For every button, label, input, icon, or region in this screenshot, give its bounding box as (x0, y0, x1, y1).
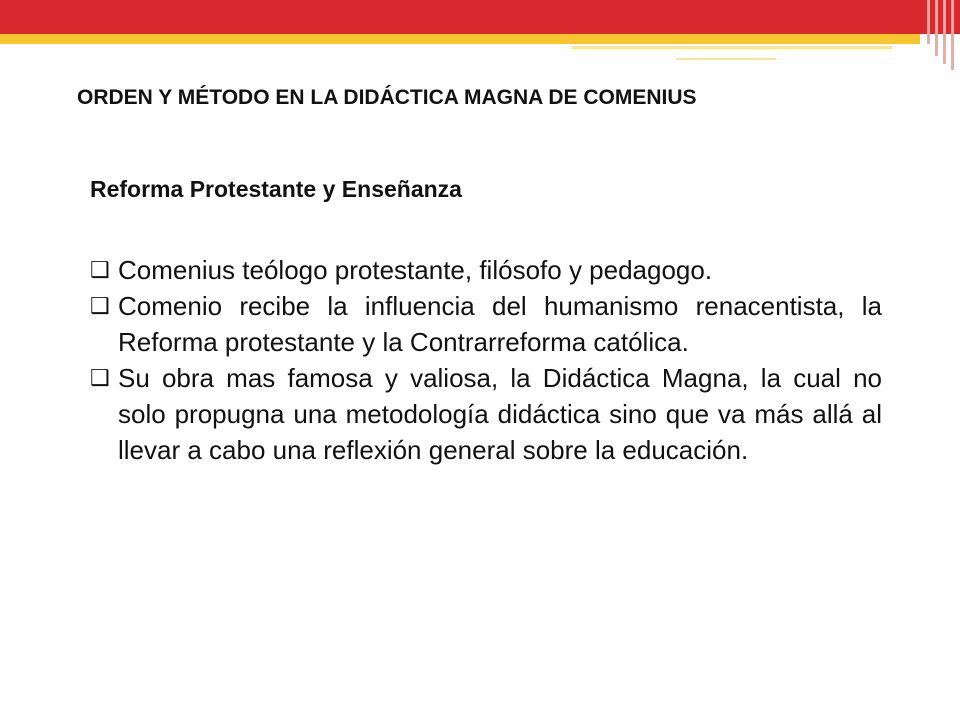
bullet-item (90, 252, 882, 288)
top-red-bar (0, 0, 960, 34)
slide-title: ORDEN Y MÉTODO EN LA DIDÁCTICA MAGNA DE COMENIUS (77, 86, 697, 109)
corner-stripe (943, 0, 946, 64)
bullet-list (90, 252, 882, 468)
bullet-text: Su obra mas famosa y valiosa, la Didáctica Magna, la cual no solo propugna una metodología didáctica sino que va más allá al llevar a cabo una reflexión general sobre la educación. (118, 363, 882, 465)
section-subtitle: Reforma Protestante y Enseñanza (90, 176, 462, 202)
bullet-text: Comenio recibe la influencia del humanismo renacentista, la Reforma protestante y la Contrarreforma católica. (118, 291, 882, 357)
checkbox-square-icon: ❑ (90, 293, 110, 318)
accent-line (572, 46, 892, 49)
bullet-text: Comenius teólogo protestante, filósofo y pedagogo. (118, 255, 713, 285)
corner-stripe (935, 0, 938, 56)
bullet-item (90, 288, 882, 360)
corner-decoration (920, 0, 960, 70)
checkbox-square-icon: ❑ (90, 257, 110, 282)
checkbox-square-icon: ❑ (90, 365, 110, 390)
corner-stripe (951, 0, 954, 70)
yellow-accent-strip (0, 34, 920, 44)
accent-line (676, 58, 776, 60)
corner-stripe (927, 0, 930, 44)
bullet-item (90, 360, 882, 468)
